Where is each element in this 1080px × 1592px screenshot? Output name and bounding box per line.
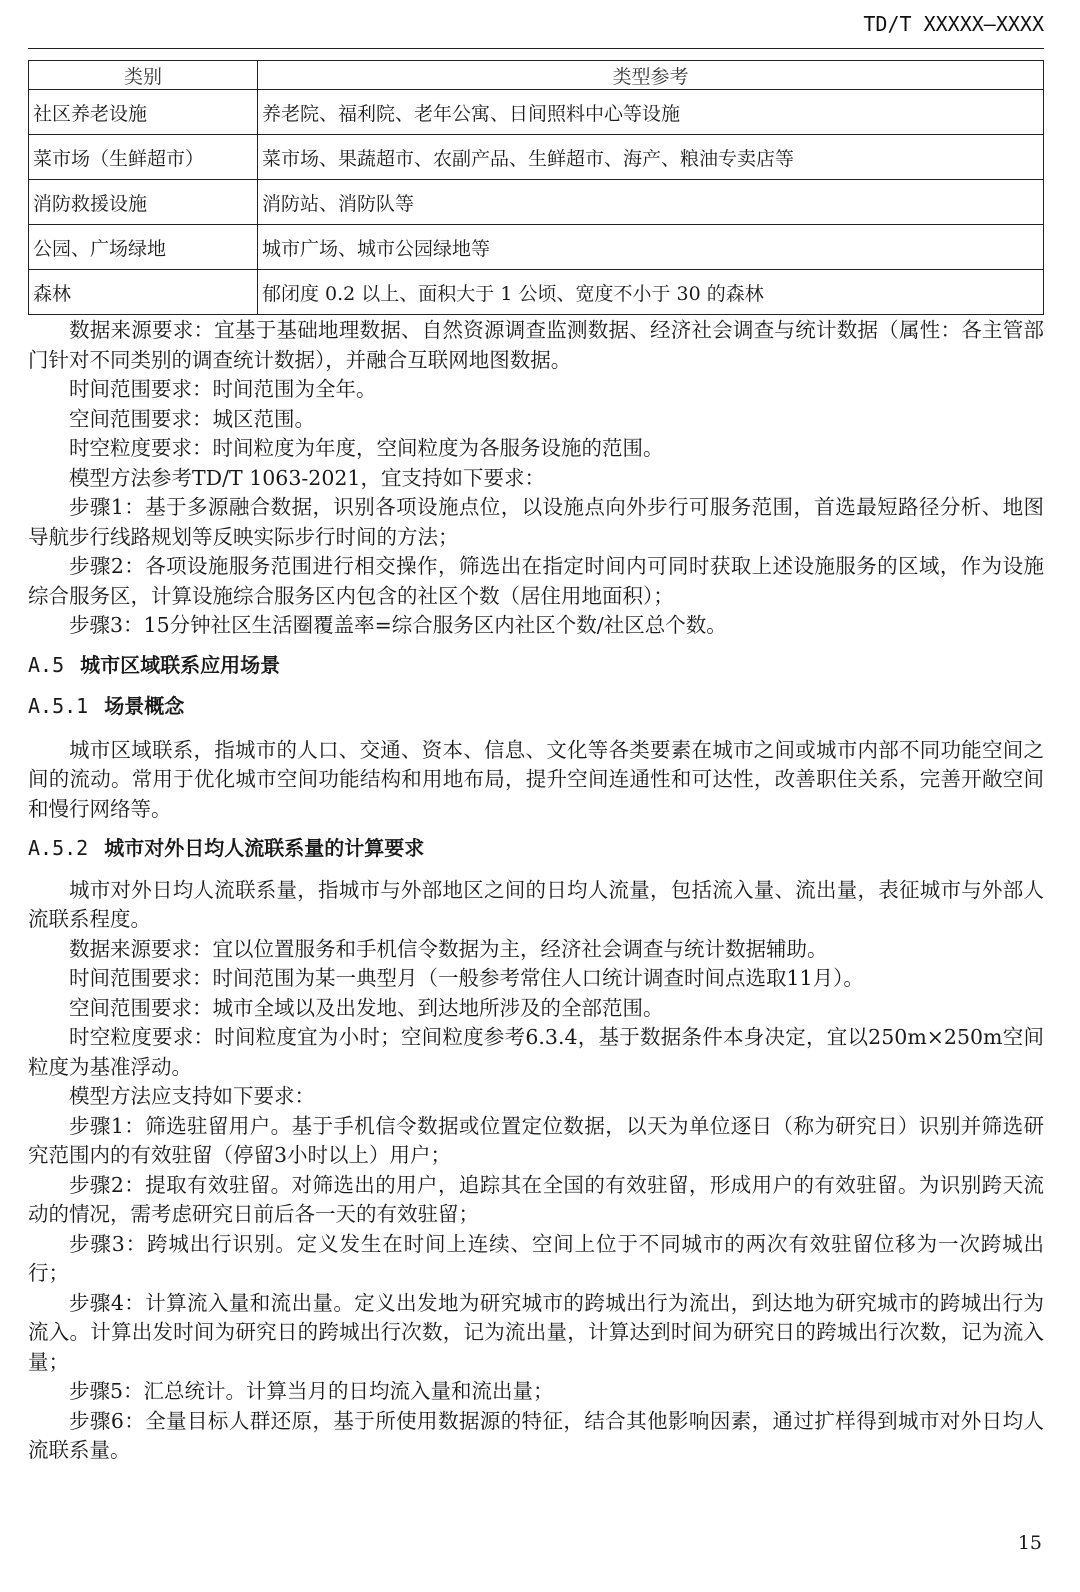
paragraph: 时空粒度要求：时间粒度为年度，空间粒度为各服务设施的范围。 <box>69 436 664 460</box>
paragraph: 时空粒度要求：时间粒度宜为小时；空间粒度参考6.3.4，基于数据条件本身决定，宜以250m×250m空间粒度为基准浮动。 <box>28 1025 1044 1079</box>
table-header-type-reference: 类型参考 <box>258 61 1044 90</box>
table-row <box>29 135 1044 180</box>
table-cell-category: 菜市场（生鲜超市） <box>29 135 258 180</box>
table-cell-category: 森林 <box>29 270 258 315</box>
paragraph: 步骤2：提取有效驻留。对筛选出的用户，追踪其在全国的有效驻留，形成用户的有效驻留。为识别跨天流动的情况，需考虑研究日前后各一天的有效驻留； <box>28 1172 1044 1226</box>
table-cell-type: 郁闭度 0.2 以上、面积大于 1 公顷、宽度不小于 30 的森林 <box>258 270 1044 315</box>
section-number: A.5 <box>28 652 65 677</box>
table-row <box>29 225 1044 270</box>
table-header-category: 类别 <box>29 61 258 90</box>
paragraph: 空间范围要求：城市全域以及出发地、到达地所涉及的全部范围。 <box>69 995 664 1020</box>
section-heading-a5 <box>28 651 1044 681</box>
table-header-row <box>29 61 1044 90</box>
paragraph: 步骤1：基于多源融合数据，识别各项设施点位，以设施点向外步行可服务范围，首选最短路径分析、地图导航步行线路规划等反映实际步行时间的方法； <box>28 495 1044 549</box>
paragraph: 城市区域联系，指城市的人口、交通、资本、信息、文化等各类要素在城市之间或城市内部不同功能空间之间的流动。常用于优化城市空间功能结构和用地布局，提升空间连通性和可达性，改善职住关系，完善开敞空间和慢行网络等。 <box>28 737 1044 821</box>
paragraph: 步骤3：跨城出行识别。定义发生在时间上连续、空间上位于不同城市的两次有效驻留位移为一次跨城出行； <box>28 1231 1044 1285</box>
table-cell-category: 公园、广场绿地 <box>29 225 258 270</box>
paragraph: 步骤3：15分钟社区生活圈覆盖率=综合服务区内社区个数/社区总个数。 <box>69 613 727 637</box>
paragraph: 步骤4：计算流入量和流出量。定义出发地为研究城市的跨城出行为流出，到达地为研究城市的跨城出行为流入。计算出发时间为研究日的跨城出行次数，记为流出量，计算达到时间为研究日的跨城出行次数，记为流入量； <box>28 1290 1044 1374</box>
subsection-heading-a52 <box>28 834 1044 864</box>
paragraph: 城市对外日均人流联系量，指城市与外部地区之间的日均人流量，包括流入量、流出量，表征城市与外部人流联系程度。 <box>28 877 1044 931</box>
paragraph: 步骤2：各项设施服务范围进行相交操作，筛选出在指定时间内可同时获取上述设施服务的区域，作为设施综合服务区，计算设施综合服务区内包含的社区个数（居住用地面积）； <box>28 554 1044 608</box>
subsection-number: A.5.2 <box>28 836 89 860</box>
paragraph: 模型方法应支持如下要求： <box>69 1084 315 1108</box>
table-row <box>29 180 1044 225</box>
paragraph: 模型方法参考TD/T 1063-2021，宜支持如下要求： <box>69 465 545 490</box>
table-cell-type: 城市广场、城市公园绿地等 <box>258 225 1044 270</box>
table-row <box>29 270 1044 315</box>
table-cell-category: 消防救援设施 <box>29 180 258 225</box>
page-number: 15 <box>1017 1532 1042 1554</box>
facility-type-table <box>28 60 1044 315</box>
subsection-number: A.5.1 <box>28 694 89 718</box>
document-code: TD/T XXXXX—XXXX <box>863 12 1044 36</box>
table-cell-type: 菜市场、果蔬超市、农副产品、生鲜超市、海产、粮油专卖店等 <box>258 135 1044 180</box>
paragraph: 时间范围要求：时间范围为全年。 <box>69 377 377 401</box>
section-title: 城市区域联系应用场景 <box>80 652 281 677</box>
table-row <box>29 90 1044 135</box>
header-divider <box>28 48 1044 49</box>
paragraph: 空间范围要求：城区范围。 <box>69 406 315 431</box>
paragraph: 数据来源要求：宜基于基础地理数据、自然资源调查监测数据、经济社会调查与统计数据（属性：各主管部门针对不同类别的调查统计数据），并融合互联网地图数据。 <box>28 318 1044 372</box>
table-cell-category: 社区养老设施 <box>29 90 258 135</box>
subsection-title: 场景概念 <box>104 694 185 718</box>
subsection-title: 城市对外日均人流联系量的计算要求 <box>104 836 425 860</box>
paragraph: 数据来源要求：宜以位置服务和手机信令数据为主，经济社会调查与统计数据辅助。 <box>69 936 828 961</box>
table-cell-type: 消防站、消防队等 <box>258 180 1044 225</box>
table-cell-type: 养老院、福利院、老年公寓、日间照料中心等设施 <box>258 90 1044 135</box>
paragraph: 步骤5：汇总统计。计算当月的日均流入量和流出量； <box>69 1379 554 1403</box>
paragraph: 时间范围要求：时间范围为某一典型月（一般参考常住人口统计调查时间点选取11月）。 <box>69 966 864 990</box>
subsection-heading-a51 <box>28 692 1044 722</box>
document-body <box>28 316 1044 1466</box>
paragraph: 步骤1：筛选驻留用户。基于手机信令数据或位置定位数据，以天为单位逐日（称为研究日）识别并筛选研究范围内的有效驻留（停留3小时以上）用户； <box>28 1113 1044 1167</box>
paragraph: 步骤6：全量目标人群还原，基于所使用数据源的特征，结合其他影响因素，通过扩样得到城市对外日均人流联系量。 <box>28 1408 1044 1462</box>
